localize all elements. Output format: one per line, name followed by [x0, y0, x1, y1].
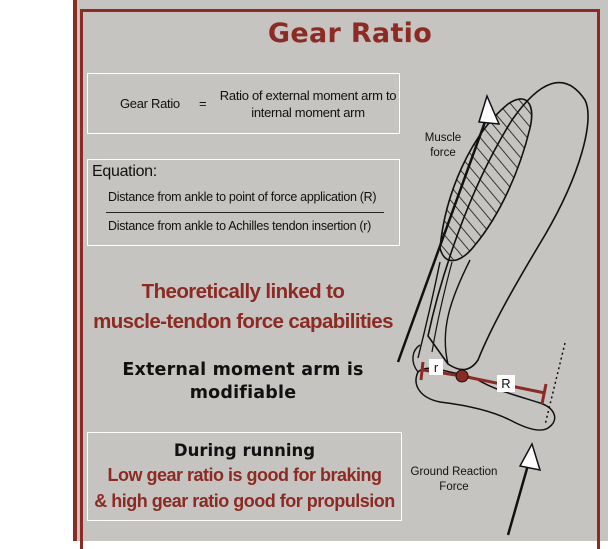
running-line-1: Low gear ratio is good for braking: [107, 465, 382, 485]
heel-curve: [413, 345, 420, 372]
muscle-force-arrowhead: [479, 96, 499, 124]
foot-outline: [416, 368, 555, 430]
running-heading: During running: [173, 441, 316, 460]
equation-numerator: Distance from ankle to point of force application (R): [108, 190, 377, 204]
grf-label: [400, 465, 508, 495]
grf-arrowhead: [520, 444, 540, 470]
definition-equals: =: [199, 96, 207, 111]
statement-linked-line-2: muscle-tendon force capabilities: [93, 310, 393, 333]
grf-line-of-action-dotted: [545, 343, 565, 425]
muscle-force-label: [408, 131, 478, 161]
muscle-force-label-line-1: Muscle: [424, 132, 462, 144]
running-line-2: & high gear ratio good for propulsion: [94, 491, 395, 511]
big-r-end-tick: [542, 384, 546, 404]
statement-modifiable-line-2: modifiable: [189, 383, 297, 403]
definition-line-2: internal moment arm: [251, 105, 365, 120]
small-r-end-tick: [421, 362, 423, 380]
equation-heading: Equation:: [92, 163, 157, 180]
ankle-joint: [456, 370, 468, 382]
grf-label-line-1: Ground Reaction: [410, 466, 498, 478]
statement-modifiable-line-1: External moment arm is: [122, 360, 364, 380]
definition-line-1: Ratio of external moment arm to: [219, 88, 397, 103]
equation-denominator: Distance from ankle to Achilles tendon insertion (r): [108, 219, 372, 233]
muscle-force-label-line-2: force: [430, 147, 456, 159]
statement-linked-line-1: Theoretically linked to: [141, 280, 345, 303]
definition-term: Gear Ratio: [120, 96, 180, 111]
grf-label-line-2: Force: [439, 481, 469, 493]
grf-arrow-line: [508, 458, 530, 535]
big-r-label: R: [501, 376, 511, 391]
small-r-label: r: [433, 360, 439, 375]
page-title: Gear Ratio: [267, 18, 433, 49]
